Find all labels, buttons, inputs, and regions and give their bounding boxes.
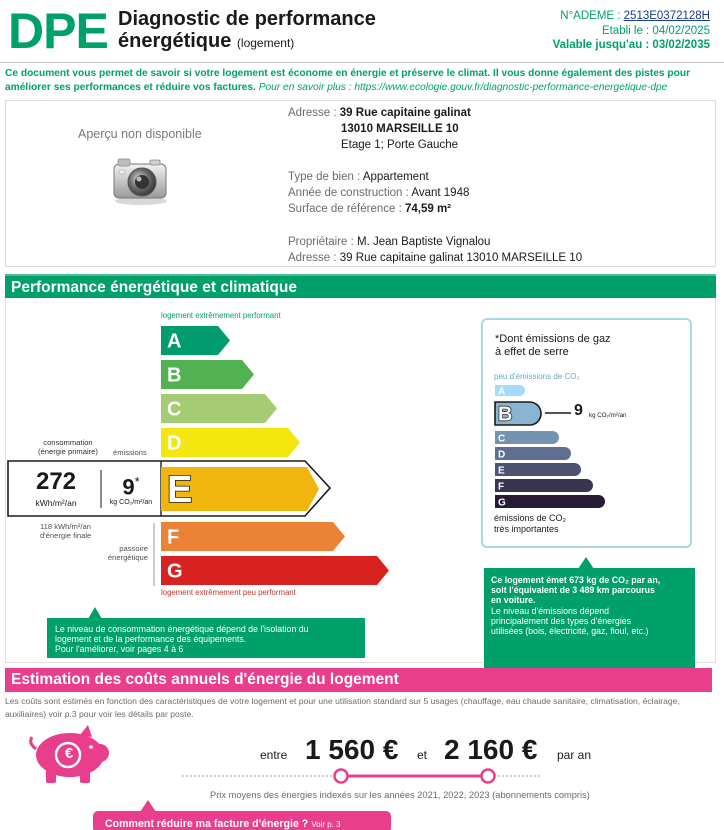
energy-class-letter-g: G — [167, 560, 183, 583]
ges-class-letter-g: G — [498, 497, 506, 509]
ges-class-letter-e: E — [498, 465, 505, 477]
reduce-bill-see: Voir p. 3 — [311, 820, 341, 829]
emissions-value: 9 — [122, 474, 135, 500]
cost-low: 1 560 € — [305, 734, 399, 765]
ges-bottom-label: émissions de CO₂ très importantes — [494, 513, 567, 534]
valable-date: Valable jusqu'au : 03/02/2035 — [552, 39, 710, 51]
address-line-1: 39 Rue capitaine galinat — [339, 107, 471, 119]
costs-note: Les coûts sont estimés en fonction des caractéristiques de votre logement et pour une utilisation standard sur 5 usages (chauffage, eau chaude sanitaire, climatisation, éclairage, auxiliaires) voir p.3 pour voir les détails par poste. — [5, 696, 680, 719]
piggy-euro-symbol: € — [64, 745, 74, 762]
ges-unit: kg CO₂/m²/an — [589, 412, 627, 419]
energy-bottom-label: logement extrêmement peu performant — [161, 588, 296, 597]
ges-info-bubble: Ce logement émet 673 kg de CO₂ par an, soit l'équivalent de 3 489 km parcourus en voiture. Le niveau d'émissions dépend principalement des types d'énergies utilisées (bois, électricité, gaz, fioul, etc.) — [484, 568, 695, 669]
ademe-number-link[interactable]: 2513E0372128H — [623, 10, 710, 22]
ges-value: 9 — [574, 402, 583, 419]
owner-label: Propriétaire : — [288, 236, 358, 248]
cost-high-marker — [482, 770, 495, 783]
ges-class-bar-g — [495, 495, 605, 508]
address-label: Adresse : — [288, 107, 340, 119]
energy-class-letter-e: E — [167, 469, 193, 511]
final-energy-note: 118 kWh/m²/an d'énergie finale — [40, 522, 92, 540]
cost-and: et — [417, 748, 428, 762]
title-line-2: énergétique — [118, 30, 232, 52]
energy-class-letter-d: D — [167, 432, 182, 455]
cost-low-marker — [335, 770, 348, 783]
energy-class-letter-a: A — [167, 330, 182, 353]
intro-body: Ce document vous permet de savoir si votre logement est économe en énergie et préserve le climat. Il vous donne également des pistes pour améliorer ses performances et réduire vos factures. — [5, 68, 691, 93]
photo-placeholder-label: Aperçu non disponible — [78, 127, 202, 141]
emissions-label: émissions — [113, 448, 147, 457]
year-value: Avant 1948 — [411, 187, 470, 199]
ges-class-letter-a: A — [498, 386, 506, 398]
prix-note: Prix moyens des énergies indexés sur les années 2021, 2022, 2023 (abonnements compris) — [210, 790, 590, 800]
etabli-date: Etabli le : 04/02/2025 — [601, 24, 710, 37]
energy-class-letter-c: C — [167, 398, 182, 421]
owner-address-value: 39 Rue capitaine galinat 13010 MARSEILLE 10 — [339, 252, 583, 264]
ges-title: *Dont émissions de gaz à effet de serre — [495, 333, 611, 358]
performance-section-title: Performance énergétique et climatique — [5, 274, 716, 298]
consumption-value: 272 — [35, 468, 77, 495]
address-line-3: Etage 1; Porte Gauche — [341, 139, 458, 151]
cost-per-year: par an — [557, 748, 592, 762]
cost-between: entre — [260, 748, 288, 762]
energy-class-letter-b: B — [167, 364, 182, 387]
ges-class-bar-f — [495, 479, 593, 492]
ges-top-label: peu d'émissions de CO₂ — [494, 372, 580, 381]
ges-class-letter-f: F — [498, 481, 505, 493]
ges-bubble-pointer — [578, 555, 594, 569]
reduce-bill-label: Comment réduire ma facture d'énergie ? — [105, 818, 309, 830]
ges-class-letter-b: B — [498, 403, 513, 426]
consumption-label: consommation (énergie primaire) — [38, 438, 98, 456]
ges-class-letter-d: D — [498, 449, 506, 461]
emissions-unit: kg CO₂/m²/an — [109, 499, 153, 506]
title-line-1: Diagnostic de performance — [118, 8, 376, 30]
owner-address-label: Adresse : — [288, 252, 340, 264]
title-sub: (logement) — [236, 36, 295, 50]
consumption-unit: kWh/m²/an — [35, 498, 77, 508]
energy-top-label: logement extrêmement performant — [161, 311, 281, 320]
type-value: Appartement — [362, 171, 429, 183]
cost-range-slider — [180, 766, 544, 786]
surface-value: 74,59 m² — [404, 203, 452, 215]
address-line-2: 13010 MARSEILLE 10 — [341, 123, 459, 135]
type-label: Type de bien : — [288, 171, 363, 183]
surface-label: Surface de référence : — [288, 203, 405, 215]
ademe-label: N°ADEME : — [560, 10, 624, 22]
ges-class-letter-c: C — [498, 433, 506, 445]
energy-class-letter-f: F — [167, 526, 180, 549]
emissions-star: * — [134, 474, 140, 489]
costs-section-title: Estimation des coûts annuels d'énergie du logement — [5, 668, 712, 692]
reduce-bill-link[interactable] — [93, 811, 391, 830]
passoire-label: passoire énergétique — [107, 544, 148, 562]
ges-class-bar-d — [495, 447, 571, 460]
owner-value: M. Jean Baptiste Vignalou — [357, 236, 491, 248]
cost-high: 2 160 € — [444, 734, 538, 765]
intro-link[interactable]: Pour en savoir plus : https://www.ecologie.gouv.fr/diagnostic-performance-energetique-dpe — [258, 81, 668, 93]
ges-class-bar-e — [495, 463, 581, 476]
dpe-logo: DPE — [8, 3, 108, 59]
year-label: Année de construction : — [288, 187, 412, 199]
energy-info-bubble: Le niveau de consommation énergétique dépend de l'isolation du logement et de la performance des équipements. Pour l'améliorer, voir pages 4 à 6 — [47, 618, 365, 658]
reduce-pointer — [140, 798, 156, 812]
